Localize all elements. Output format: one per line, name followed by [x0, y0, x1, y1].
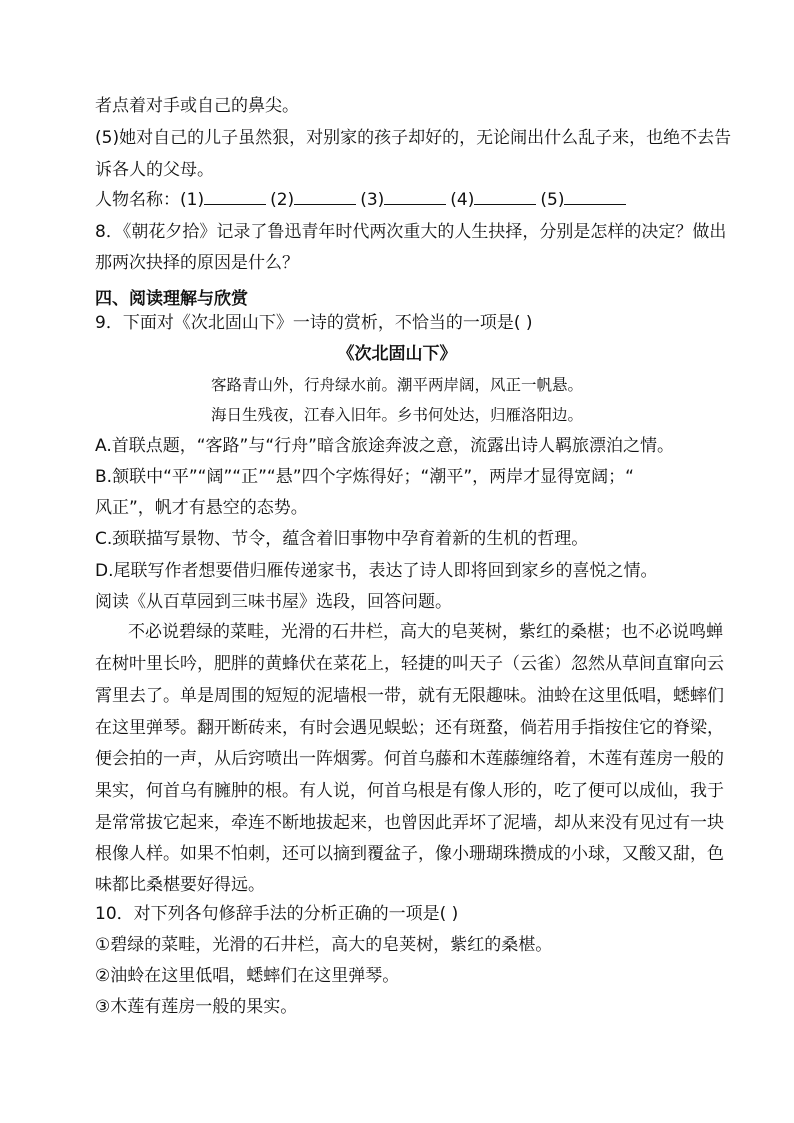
question-7-item-5: (5)她对自己的儿子虽然狠，对别家的孩子却好的，无论闹出什么乱子来，也绝不去告: [95, 128, 732, 148]
poem-line-1: 客路青山外，行舟绿水前。潮平两岸阔，风正一帆悬。: [210, 376, 583, 394]
blank-label-4: (4): [450, 190, 475, 210]
passage-line: 是常常拔它起来，牵连不断地拔起来，也曾因此弄坏了泥墙，却从来没有见过有一块: [95, 813, 724, 833]
option-d: D.尾联写作者想要借归雁传递家书，表达了诗人即将回到家乡的喜悦之情。: [95, 561, 658, 581]
answer-label: 人物名称：: [95, 190, 180, 210]
question-8: 8．《朝花夕拾》记录了鲁迅青年时代两次重大的人生抉择，分别是怎样的决定？做出: [95, 222, 727, 242]
text-line: 诉各人的父母。: [95, 160, 214, 180]
passage-line: 不必说碧绿的菜畦，光滑的石井栏，高大的皂荚树，紫红的桑椹；也不必说鸣蝉: [128, 622, 723, 642]
poem-title: 《次北固山下》: [337, 344, 457, 364]
option-c: C.颈联描写景物、节令，蕴含着旧事物中孕育着新的生机的哲理。: [95, 529, 589, 549]
passage-line: 果实，何首乌有臃肿的根。有人说，何首乌根是有像人形的，吃了便可以成仙，我于: [95, 781, 724, 801]
answer-blank-1[interactable]: [204, 189, 266, 205]
option-b: B.颔联中“平”“阔”“正”“悬”四个字炼得好；“潮平”，两岸才显得宽阔；“: [95, 467, 634, 487]
blank-label-3: (3): [360, 190, 385, 210]
answer-blanks-row: [95, 189, 630, 211]
passage-line: 在这里弹琴。翻开断砖来，有时会遇见蜈蚣；还有斑蝥，倘若用手指按住它的脊梁，: [95, 718, 724, 738]
answer-blank-4[interactable]: [474, 189, 536, 205]
passage-line: 在树叶里长吟，肥胖的黄蜂伏在菜花上，轻捷的叫天子（云雀）忽然从草间直窜向云: [95, 654, 724, 674]
question-9: 9．下面对《次北固山下》一诗的赏析，不恰当的一项是( ): [95, 313, 533, 333]
option-a: A.首联点题，“客路”与“行舟”暗含旅途奔波之意，流露出诗人羁旅漂泊之情。: [95, 436, 674, 456]
answer-blank-5[interactable]: [564, 189, 626, 205]
blank-label-1: (1): [180, 190, 205, 210]
question-10: 10．对下列各句修辞手法的分析正确的一项是( ): [95, 904, 459, 924]
passage-line: 便会拍的一声，从后窍喷出一阵烟雾。何首乌藤和木莲藤缠络着，木莲有莲房一般的: [95, 749, 724, 769]
passage-line: 霄里去了。单是周围的短短的泥墙根一带，就有无限趣味。油蛉在这里低唱，蟋蟀们: [95, 686, 724, 706]
passage-line: 味都比桑椹要好得远。: [95, 875, 265, 895]
sentence-3: ③木莲有莲房一般的果实。: [95, 997, 298, 1017]
answer-blank-2[interactable]: [294, 189, 356, 205]
sentence-1: ①碧绿的菜畦，光滑的石井栏，高大的皂荚树，紫红的桑椹。: [95, 935, 553, 955]
poem-line-2: 海日生残夜，江春入旧年。乡书何处达，归雁洛阳边。: [210, 406, 583, 424]
text-line: 者点着对手或自己的鼻尖。: [95, 96, 299, 116]
reading-instruction: 阅读《从百草园到三味书屋》选段，回答问题。: [95, 592, 452, 612]
text-line: 风正”，帆才有悬空的态势。: [95, 498, 308, 518]
blank-label-2: (2): [270, 190, 295, 210]
sentence-2: ②油蛉在这里低唱，蟋蟀们在这里弹琴。: [95, 966, 400, 986]
text-line: 那两次抉择的原因是什么？: [95, 253, 299, 273]
section-heading: 四、阅读理解与欣赏: [95, 289, 248, 309]
passage-line: 根像人样。如果不怕刺，还可以摘到覆盆子，像小珊瑚珠攒成的小球，又酸又甜，色: [95, 844, 724, 864]
answer-blank-3[interactable]: [384, 189, 446, 205]
blank-label-5: (5): [540, 190, 565, 210]
